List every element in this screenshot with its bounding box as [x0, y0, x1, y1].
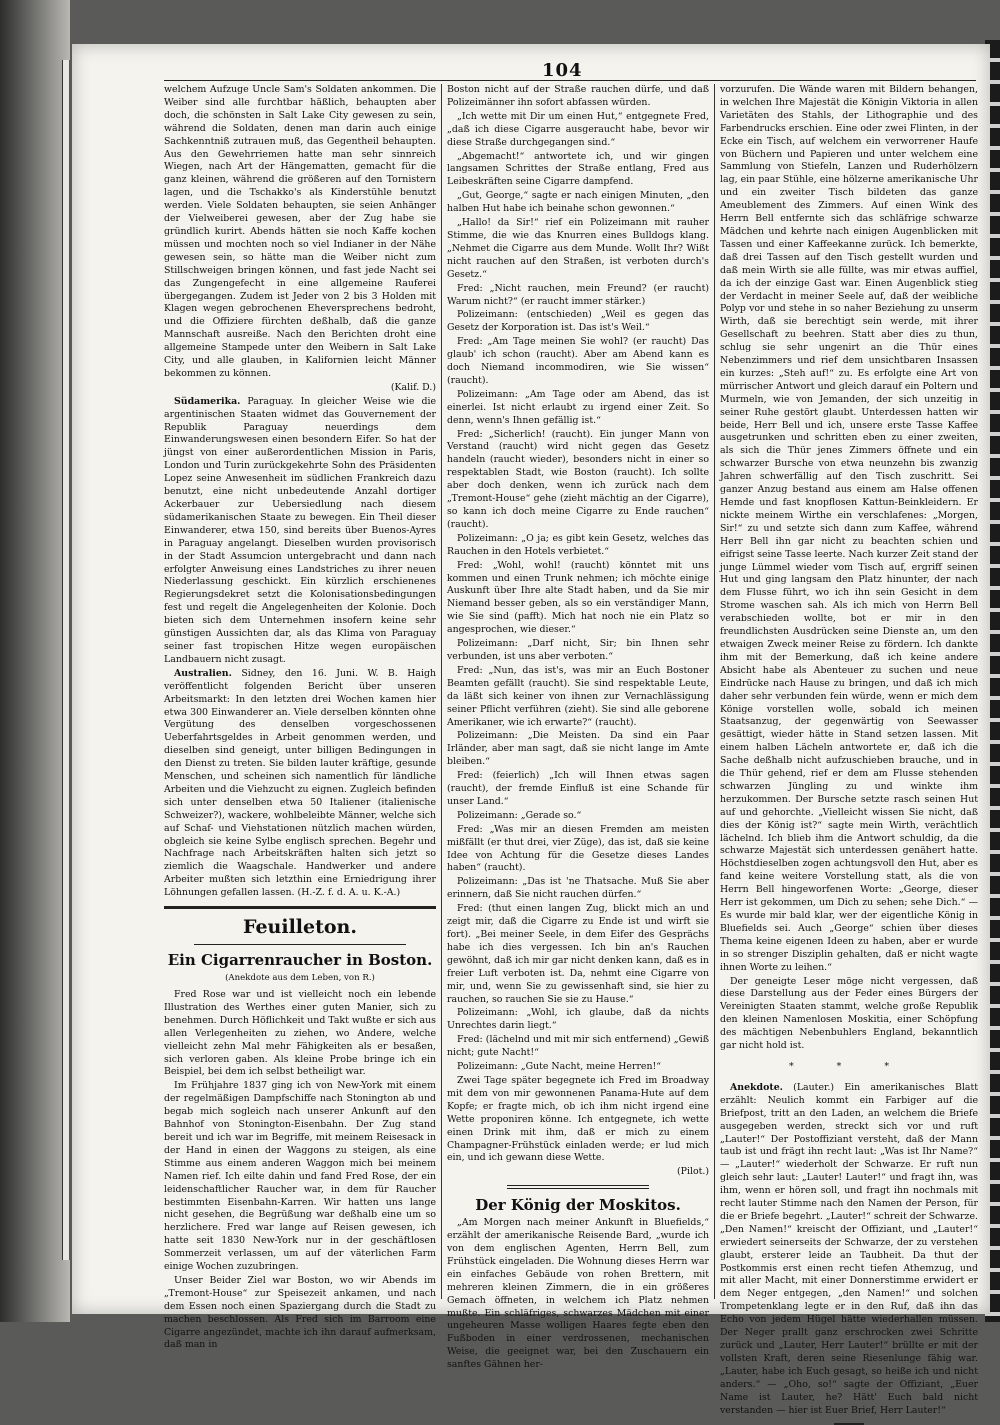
dialogue-line: Fred: „Wohl, wohl! (raucht) könntet mit uns kommen und einen Trunk nehmen; ich möchte einige Auskunft über Ihre alte Stadt haben, und da Sie mir Niemand besser geben, als so ein verständiger Mann, wie Sie sind (pafft). Mich hat noch nie ein Platz so angesprochen, wie dieser.“: [447, 559, 709, 636]
dialogue-line: Polizeimann: „Am Tage oder am Abend, das ist einerlei. Ist nicht erlaubt zu irgend einer Zeit. So denn, wenn's Ihnen gefällig ist.“: [447, 388, 709, 426]
column-divider-2: [714, 84, 715, 1299]
source-citation: (Kalif. D.): [390, 381, 436, 393]
newspaper-page: [72, 44, 990, 1416]
dialogue-line: Polizeimann: (entschieden) „Weil es gegen das Gesetz der Korporation ist. Das ist's Weil.“: [447, 309, 709, 334]
source-citation: (H.-Z. f. d. A. u. K.-A.): [297, 887, 401, 899]
article-subtitle: (Anekdote aus dem Leben, von R.): [225, 973, 375, 984]
scan-binding-shadow: [0, 0, 70, 1322]
section-heading-anekdote: Anekdote.: [730, 1081, 783, 1093]
dialogue-line: „Hallo! da Sir!“ rief ein Polizeimann mit rauher Stimme, die wie das Knurren eines Bulldogs klang. „Nehmet die Cigarre aus dem Munde. Wollt Ihr? Wißt nicht rauchen auf den Straßen, ist verboten durch's Gesetz.“: [447, 217, 709, 280]
section-separator-stars: * * *: [788, 1060, 910, 1072]
source-citation: (Pilot.): [676, 1166, 709, 1178]
article-paragraph: [164, 668, 436, 900]
dialogue-line: Polizeimann: „O ja; es gibt kein Gesetz, welches das Rauchen in den Hotels verbietet.“: [447, 532, 709, 557]
section-heading-suedamerika: Südamerika.: [174, 395, 241, 407]
dialogue-line: Fred: „Was mir an diesen Fremden am meisten mißfällt (er thut drei, vier Züge), das ist, daß sie keine Idee von Achtung für die Gesetze dieses Landes haben“ (raucht).: [447, 823, 709, 874]
dialogue-line: Fred: (lächelnd und mit mir sich entfernend) „Gewiß nicht; gute Nacht!“: [447, 1034, 709, 1059]
dialogue-line: Fred: „Am Tage meinen Sie wohl? (er raucht) Das glaub' ich schon (raucht). Aber am Abend kann es doch Niemand incommodiren, wie Sie wissen“ (raucht).: [447, 336, 709, 386]
dialogue-line: Polizeimann: „Gute Nacht, meine Herren!“: [457, 1061, 662, 1073]
article-paragraph: „Am Morgen nach meiner Ankunft in Bluefields,“ erzählt der amerikanische Reisende Bard, „wurde ich von dem englischen Agenten, Herrn Bell, zum Frühstück eingeladen. Die Wohnung dieses Herrn war ein einfaches Gebäude von rohen Brettern, mit mehreren kleinen Zimmern, die in ein größeres Gemach öffneten, in welchem ich Platz nehmen mußte. Ein schläfriges, schwarzes Mädchen mit einer ungeheuren Masse wolligen Haares fegte eben den Fußboden in einer verdrossenen, mechanischen Weise, die geeignet war, bei den Zuschauern ein sanftes Gähnen her-: [447, 1217, 709, 1371]
article-paragraph: welchem Aufzuge Uncle Sam's Soldaten ankommen. Die Weiber sind alle furchtbar häßlich, behaupten aber doch, die schönsten in Salt Lake City gewesen zu sein, während die Soldaten, denen man darin auch einige Sachkenntniß zutrauen muß, das Gegentheil behaupten. Aus den Gewehrriemen hatte man sehr sinnreich Wiegen, nach Art der Hängematten, gemacht für die ganz kleinen, während die größeren auf den Tornistern lagen, und die Tschakko's als Kinderstühle benutzt werden. Viele Soldaten behaupten, sie seien Anhänger der Vielweiberei gewesen, aber der Zug habe sie gründlich kurirt. Abends hätten sie noch Kaffe kochen müssen und mochten noch so viel Indianer in der Nähe gewesen sein, so hätte man die Weiber nicht zum Stillschweigen bringen können, und fast jede Nacht sei das Zungengefecht in eine allgemeine Rauferei übergegangen. Zudem ist Jeder von 2 bis 3 Holden mit Klagen wegen gebrochenen Eheversprechens bedroht, und die Offiziere fürchten deßhalb, daß die ganze Mannschaft ausreiße. Nach den Berichten droht eine allgemeine Stampede unter den Weibern in Salt Lake City, und alle glauben, in Kalifornien leicht Männer bekommen zu können.: [164, 84, 436, 379]
dialogue-line: Fred: (feierlich) „Ich will Ihnen etwas sagen (raucht), der fremde Einfluß ist eine Schande für unser Land.“: [447, 770, 709, 807]
article-paragraph: Fred Rose war und ist vielleicht noch ein lebende Illustration des Werthes einer guten Manier, sich zu benehmen. Durch Höflichkeit und Takt wußte er sich aus allen Verlegenheiten zu ziehen, wo Andere, welche vielleicht zehn Mal mehr Fähigkeiten als er besaßen, sich verloren gaben. Als kleine Probe bringe ich ein Beispiel, bei dem ich selbst betheiligt war.: [164, 989, 436, 1078]
article-title-cigarrenraucher: Ein Cigarrenraucher in Boston.: [167, 951, 433, 970]
column-1: [164, 84, 437, 1351]
scan-binding-edge: [62, 60, 70, 1260]
header-rule: [164, 80, 976, 81]
section-divider: [507, 1185, 649, 1189]
article-paragraph: vorzurufen. Die Wände waren mit Bildern behangen, in welchen Ihre Majestät die Königin Viktoria in allen Varietäten des Stahls, der Lithographie und des Farbendrucks erschien. Eine oder zwei Flinten, in der Ecke ein Tisch, auf welchem ein verworrener Haufe von Büchern und Papieren und unter welchem eine Sammlung von Stiefeln, Lanzen und Ruderhölzern lag, ein paar Stühle, eine hölzerne amerikanische Uhr und ein zweiter Tisch bildeten das ganze Ameublement des Zimmers. Auf einen Wink des Herrn Bell entfernte sich das schläfrige schwarze Mädchen und kehrte nach einigen Augenblicken mit Tassen und einer Kaffeekanne zurück. Ich bemerkte, daß drei Tassen auf den Tisch gestellt wurden und daß mein Wirth sie alle füllte, was mir etwas auffiel, da ich der einzige Gast war. Einen Augenblick stieg der Verdacht in meiner Seele auf, daß der weibliche Polyp vor und stehe in so naher Beziehung zu unserm Wirth, daß sie berechtigt sein werde, mit ihrer Gesellschaft zu beehren. Statt aber dies zu thun, schlug sie sehr ungenirt an die Thür eines Nebenzimmers und rief dem unsichtbaren Insassen ein kurzes: „Steh auf!“ zu. Es erfolgte eine Art von mürrischer Antwort und gleich darauf ein Poltern und Murmeln, wie von Jemanden, der sich unzeitig in seiner Ruhe gestört glaubt. Unterdessen hatten wir beide, Herr Bell und ich, unsere erste Tasse Kaffee ausgetrunken und schritten eben zu einer zweiten, als sich die Thür jenes Zimmers öffnete und ein schwarzer Bursche von etwa neunzehn bis zwanzig Jahren schwerfällig auf den Tisch zuschritt. Sei ganzer Anzug bestand aus einem am Halse offenen Hemde und fast knopflosen Kattun-Beinkleidern. Er nickte meinem Wirthe ein verschlafenes: „Morgen, Sir!“ zu und setzte sich dann zum Kaffee, während Herr Bell ihn gar nicht zu beachten schien und eifrigst seine Tasse leerte. Nach kurzer Zeit stand der junge Lümmel wieder vom Tisch auf, ergriff seinen Hut und ging langsam den Platz hinunter, der nach dem Flusse führt, wo ich ihn sein Gesicht in dem Strome waschen sah. Als ich mich von Herrn Bell verabschieden wollte, bot er mir in den freundlichsten Ausdrücken seine Dienste an, um den etwaigen Zweck meiner Reise zu fördern. Ich dankte ihm mit der Bemerkung, daß ich keine andere Absicht habe als Abenteuer zu suchen und neue Eindrücke nach Hause zu bringen, und daß ich mich daher sehr verbunden fein würde, wenn er mich dem Könige vorstellen wolle, sobald ich meinen Staatsanzug, der gegenwärtig von Seewasser gesättigt, wieder hätte in Stand setzen lassen. Mit einem halben Lächeln antwortete er, daß ich die Sache deßhalb nicht aufzuschieben brauche, und in die Thür gehend, rief er dem am Flusse stehenden schwarzen Jüngling zu und winkte ihm herzukommen. Der Bursche setzte rasch seinen Hut auf und gehorchte. „Vielleicht wissen Sie nicht, daß dies der König ist?“ sagte mein Wirth, verächtlich lächelnd. Ich blieb ihm die Antwort schuldig, da die schwarze Majestät sich unterdessen genähert hatte. Höchstdieselben zogen achtungsvoll den Hut, aber es fand keine weitere Vorstellung statt, als die von Herrn Bell hingeworfenen Worte: „George, dieser Herr ist gekommen, um Dich zu sehen; sehe Dich.“ — Es wurde mir bald klar, wer der eigentliche König in Bluefields sei. Auch „George“ schien über dieses Thema keine eigenen Ideen zu haben, aber er wurde in so strenger Disziplin gehalten, daß er nicht wagte ihnen Worte zu leihen.“: [720, 84, 978, 973]
feuilleton-heading: Feuilleton.: [243, 916, 357, 939]
dialogue-line: „Gut, George,“ sagte er nach einigen Minuten, „den halben Hut habe ich beinahe schon gewonnen.“: [447, 190, 709, 215]
article-paragraph: Der geneigte Leser möge nicht vergessen, daß diese Darstellung aus der Feder eines Bürgers der Vereinigten Staaten stammt, welche große Republik den kleinen Namenlosen Moskitia, einer Schöpfung des mächtigen Nebenbuhlers England, bekanntlich gar nicht hold ist.: [720, 975, 978, 1052]
dialogue-line: Polizeimann: „Gerade so.“: [457, 809, 582, 821]
dialogue-line: Fred: „Nicht rauchen, mein Freund? (er raucht) Warum nicht?“ (er raucht immer stärker.): [447, 282, 709, 307]
column-2: [447, 84, 709, 1371]
article-text: Sidney, den 16. Juni. W. B. Haigh veröffentlicht folgenden Bericht über unseren Arbeitsmarkt: In den letzten drei Wochen kamen hier etwa 300 Einwanderer an. Viele derselben könnten ohne Vergütung des denselben vorgeschossenen Ueberfahrtsgeldes in Arbeit genommen werden, und dieselben sind geneigt, unter billigen Bedingungen in den Dienst zu treten. Sie bilden lauter kräftige, gesunde Menschen, und scheinen sich namentlich für ländliche Arbeiten und die Viehzucht zu eignen. Zugleich befinden sich unter denselben etwa 50 Italiener (italienische Schweizer?), wackere, wohlbeleibte Männer, welche sich auf Schaf- und Viehstationen nützlich machen würden, obgleich sie keine Sylbe englisch sprechen. Begehr und Nachfrage nach Arbeitskräften halten sich jetzt so ziemlich die Waagschale. Handwerker und andere Arbeiter mußten sich letzthin eine Erniedrigung ihrer Löhnungen gefallen lassen.: [164, 667, 437, 899]
article-text: Paraguay. In gleicher Weise wie die argentinischen Staaten widmet das Gouvernement der Republik Paraguay neuerdings dem Einwanderungswesen einen besondern Eifer. So hat der jüngst von einer außerordentlichen Mission in Paris, London und Turin zurückgekehrte Sohn des Präsidenten Lopez seine Anwesenheit im südlichen Frankreich dazu benutzt, eine nicht unbedeutende Anzahl dortiger Ackerbauer zur Uebersiedlung nach diesem südamerikanischen Staate zu bewegen. Ein Theil dieser Einwanderer, etwa 150, sind bereits über Buenos-Ayres in Paraguay angelangt. Dieselben wurden provisorisch in der Stadt Assumcion untergebracht und dann nach erfolgter Anweisung eines Landstriches zu ihrer neuen Niederlassung geschickt. Ein kürzlich erschienenes Regierungsdekret setzt die Kolonisationsbedingungen fest und regelt die Angelegenheiten der Kolonie. Doch bieten sich dem Unternehmen insofern keine sehr günstigen Aussichten dar, als das Klima von Paraguay seiner fast tropischen Hitze wegen europäischen Landbauern nicht zusagt.: [164, 395, 437, 665]
dialogue-line: Polizeimann: „Darf nicht, Sir; bin Ihnen sehr verbunden, ist uns aber verboten.“: [447, 638, 709, 662]
dialogue-line: Polizeimann: „Das ist 'ne Thatsache. Muß Sie aber erinnern, daß Sie nicht rauchen dürfen.“: [447, 876, 709, 901]
section-divider: [164, 906, 436, 909]
column-3: [720, 84, 979, 1416]
article-paragraph: Unser Beider Ziel war Boston, wo wir Abends im „Tremont-House“ zur Speisezeit ankamen, und nach dem Essen noch einen Spaziergang durch die Stadt zu machen beschlossen. Als Fred sich im Barroom eine Cigarre angezündet, machte ich ihn darauf aufmerksam, daß man in: [164, 1274, 436, 1351]
dialogue-line: Fred: „Sicherlich! (raucht). Ein junger Mann von Verstand (raucht) wird nicht gegen das Gesetz handeln (raucht wieder), besonders nicht in einer so respektablen Stadt, wie Boston (raucht). Ich sollte aber doch denken, wenn ich zurück nach dem „Tremont-House“ gehe (zieht mächtig an der Cigarre), so kann ich doch meine Cigarre zu Ende rauchen“ (raucht).: [447, 428, 709, 530]
dialogue-line: Polizeimann: „Die Meisten. Da sind ein Paar Irländer, aber man sagt, daß sie nicht lange im Amte bleiben.“: [447, 730, 709, 768]
column-divider-1: [441, 84, 442, 1299]
dialogue-line: Fred: (thut einen langen Zug, blickt mich an und zeigt mir, daß die Cigarre zu Ende ist und wirft sie fort). „Bei meiner Seele, in dem Eifer des Gesprächs habe ich dies vergessen. Ich bin an's Rauchen gewöhnt, daß ich mir gar nicht denken kann, daß es in freier Luft verboten ist. Da, nehmt eine Cigarre von mir, und, wenn Sie zu gewissenhaft sind, sie hier zu rauchen, so rauchen Sie sie zu Hause.“: [447, 903, 709, 1005]
article-paragraph: [720, 1082, 978, 1418]
article-paragraph: Im Frühjahre 1837 ging ich von New-York mit einem der regelmäßigen Dampfschiffe nach Stonington ab und begab mich sogleich nach unserer Ankunft auf den Bahnhof von Stonington-Eisenbahn. Der Zug stand bereit und ich war im Begriffe, mit meinem Reisesack in der Hand in einen der Waggons zu steigen, als eine Stimme aus einem anderen Waggon mich bei meinem Namen rief. Ich eilte dahin und fand Fred Rose, der ein leidenschaftlicher Raucher war, in dem für Raucher bestimmten Eisenbahn-Karren. Wir hatten uns lange nicht gesehen, die Begrüßung war deßhalb eine um so herzlichere. Fred war lange auf Reisen gewesen, ich hatte seit 1830 New-York nur in der geschäftlosen Sommerzeit verlassen, um auf der väterlichen Farm einige Wochen zuzubringen.: [164, 1080, 436, 1273]
dialogue-line: Fred: „Nun, das ist's, was mir an Euch Bostoner Beamten gefällt (raucht). Sie sind respektable Leute, da läßt sich keiner von ihnen zur Vernachlässigung seiner Pflicht verführen (zieht). Sie sind alle geborene Amerikaner, wie ich erwarte?“ (raucht).: [447, 664, 709, 728]
article-paragraph: Boston nicht auf der Straße rauchen dürfe, und daß Polizeimänner ihn sofort abfassen würden.: [447, 84, 709, 108]
section-divider: [194, 944, 406, 945]
article-text: (Lauter.) Ein amerikanisches Blatt erzählt: Neulich kommt ein Farbiger auf die Briefpost, tritt an den Laden, an welchem die Briefe ausgegeben werden, streckt sich vor und ruft „Lauter!“ Der Postoffiziant versteht, daß der Mann taub ist und frägt ihn recht laut: „Was ist Ihr Name?“ — „Lauter!“ wiederholt der Schwarze. Er ruft nun gleich sehr laut: „Lauter! Lauter!“ und fragt ihn, was ihm, wenn er hören soll, und fragt ihn nochmals mit recht lauter Stimme nach den Namen der Person, für die er Briefe begehrt. „Lauter!“ schreit der Schwarze. „Den Namen!“ kreischt der Offiziant, und „Lauter!“ erwiedert seinerseits der Schwarze, der zu verstehen glaubt, ersterer leide an Taubheit. Da thut der Postkommis erst einen recht tiefen Athemzug, und mit aller Macht, mit einer Donnerstimme erwidert er dem Neger entgegen, „den Namen!“ und solchen Trompetenklang legte er in den Ruf, daß ihn das Echo von jedem Hügel hätte wiederhallen müssen. Der Neger prallt ganz erschrocken zwei Schritte zurück und „Lauter, Herr Lauter!“ brüllte er mit der vollsten Kraft, deren seine Riesenlunge fähig war. „Lauter, habe ich Euch gesagt, so heiße ich und nicht anders.“ — „Oho, so!“ sagte der Offiziant, „Euer Name ist Lauter, he? Hätt' Euch bald nicht verstanden — hier ist Euer Brief, Herr Lauter!“: [720, 1081, 979, 1416]
article-paragraph: Zwei Tage später begegnete ich Fred im Broadway mit dem von mir gewonnenen Panama-Hute auf dem Kopfe; er fragte mich, ob ich ihm nicht irgend eine Wette proponiren könne. Ich entgegnete, ich wette einen Drink mit ihm, daß er mich zu einem Champagner-Frühstück einladen werde; er lud mich ein, und ich gewann diese Wette.: [447, 1074, 709, 1164]
dialogue-line: „Abgemacht!“ antwortete ich, und wir gingen langsamen Schrittes der Straße entlang, Fred aus Leibeskräften seine Cigarre dampfend.: [447, 150, 709, 188]
article-paragraph: [164, 396, 436, 667]
section-heading-australien: Australien.: [174, 667, 232, 679]
dialogue-line: „Ich wette mit Dir um einen Hut,“ entgegnete Fred, „daß ich diese Cigarre ausgeraucht habe, bevor wir diese Straße durchgegangen sind.“: [447, 110, 709, 148]
dialogue-line: Polizeimann: „Wohl, ich glaube, daß da nichts Unrechtes darin liegt.“: [447, 1007, 709, 1032]
page-number: 104: [542, 60, 583, 81]
article-title-koenig-der-moskitos: Der König der Moskitos.: [475, 1196, 681, 1215]
